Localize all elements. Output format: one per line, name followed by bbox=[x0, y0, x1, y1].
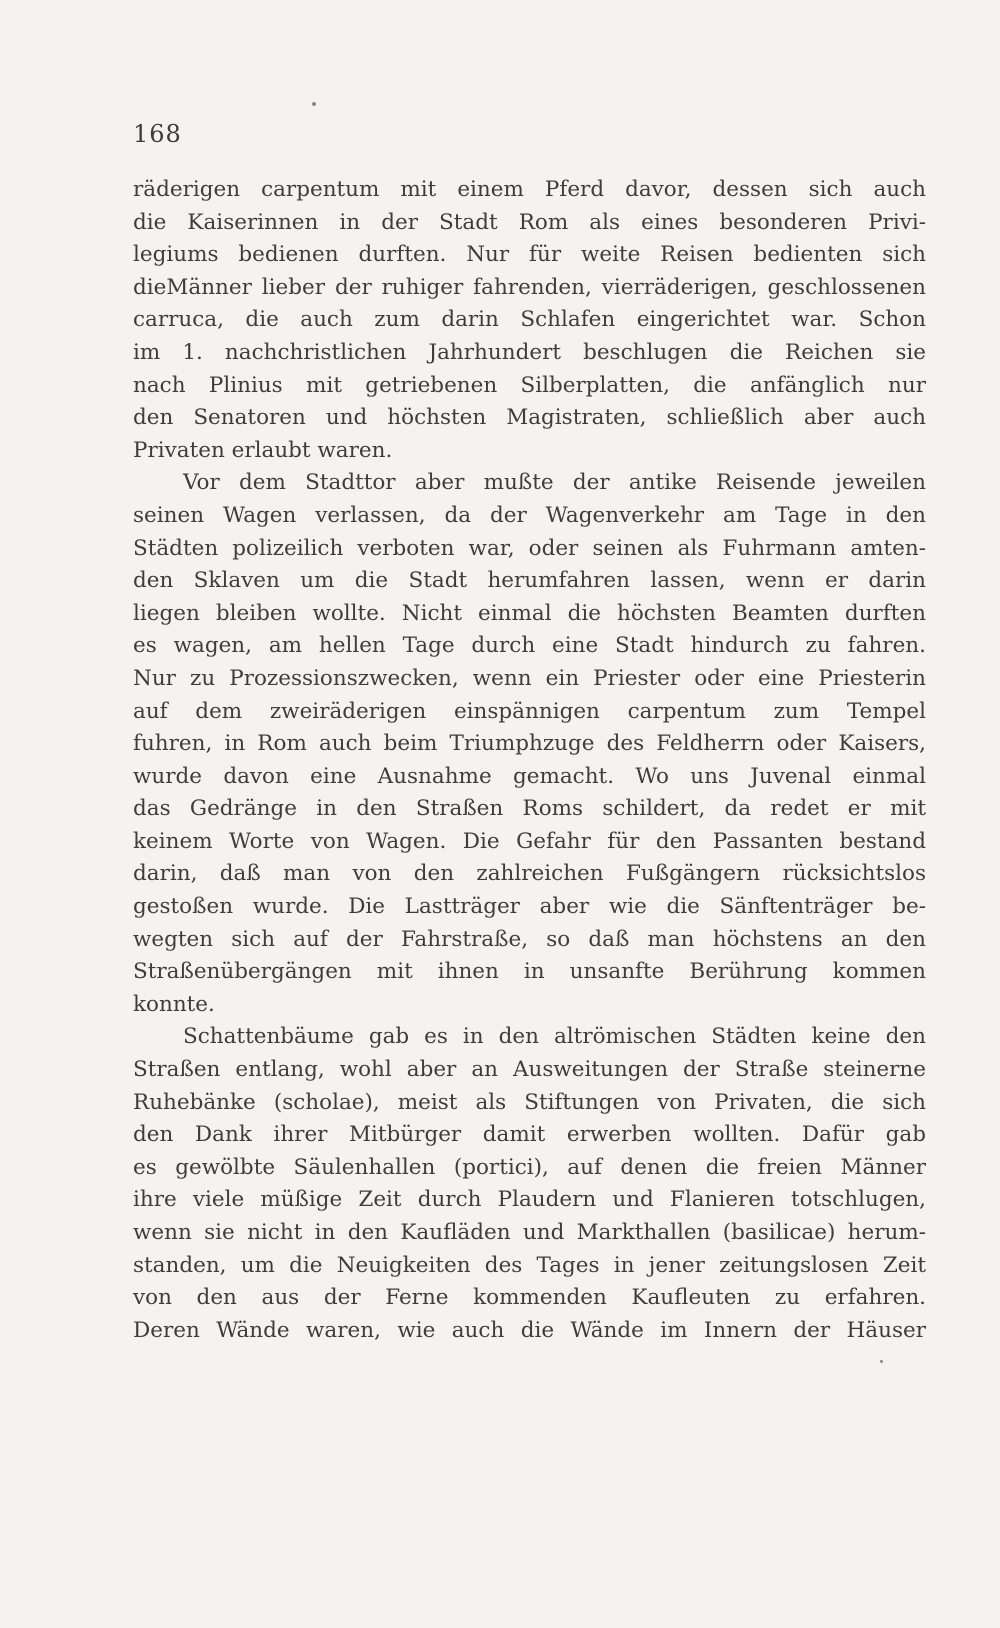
ink-speck bbox=[880, 1360, 883, 1363]
text-line: es wagen, am hellen Tage durch eine Stadt hindurch zu fahren. bbox=[133, 633, 926, 659]
text-line: legiums bedienen durften. Nur für weite Reisen bedienten sich bbox=[133, 242, 926, 268]
text-line: konnte. bbox=[133, 991, 215, 1017]
text-line: carruca, die auch zum darin Schlafen eingerichtet war. Schon bbox=[133, 307, 926, 333]
text-line: Straßen entlang, wohl aber an Ausweitungen der Straße steinerne bbox=[133, 1057, 926, 1083]
text-line: keinem Worte von Wagen. Die Gefahr für den Passanten bestand bbox=[133, 828, 926, 854]
text-line: räderigen carpentum mit einem Pferd davor, dessen sich auch bbox=[133, 177, 926, 202]
text-line: nach Plinius mit getriebenen Silberplatten, die anfänglich nur bbox=[133, 372, 926, 398]
text-line: den Senatoren und höchsten Magistraten, schließlich aber auch bbox=[133, 405, 926, 431]
text-line: den Sklaven um die Stadt herumfahren lassen, wenn er darin bbox=[133, 568, 926, 594]
text-line: von den aus der Ferne kommenden Kaufleuten zu erfahren. bbox=[133, 1285, 926, 1311]
ink-speck bbox=[312, 102, 316, 106]
text-line: liegen bleiben wollte. Nicht einmal die höchsten Beamten durften bbox=[133, 600, 926, 626]
text-line: es gewölbte Säulenhallen (portici), auf denen die freien Männer bbox=[133, 1154, 926, 1180]
text-line: gestoßen wurde. Die Lastträger aber wie die Sänftenträger be- bbox=[133, 894, 926, 920]
page-number: 168 bbox=[133, 120, 182, 148]
text-line: Privaten erlaubt waren. bbox=[133, 437, 393, 463]
text-line: wenn sie nicht in den Kaufläden und Markthallen (basilicae) herum- bbox=[133, 1220, 926, 1245]
text-line: darin, daß man von den zahlreichen Fußgängern rücksichtslos bbox=[133, 861, 926, 887]
text-line: das Gedränge in den Straßen Roms schildert, da redet er mit bbox=[133, 796, 926, 822]
text-line: dieMänner lieber der ruhiger fahrenden, vierräderigen, geschlossenen bbox=[133, 274, 926, 300]
text-line: Städten polizeilich verboten war, oder seinen als Fuhrmann amten- bbox=[133, 535, 926, 561]
text-line: standen, um die Neuigkeiten des Tages in jener zeitungslosen Zeit bbox=[133, 1252, 926, 1278]
text-line: auf dem zweiräderigen einspännigen carpentum zum Tempel bbox=[133, 698, 926, 724]
text-line: Vor dem Stadttor aber mußte der antike Reisende jeweilen bbox=[183, 470, 926, 496]
text-line: Straßenübergängen mit ihnen in unsanfte Berührung kommen bbox=[133, 959, 926, 985]
text-line: Deren Wände waren, wie auch die Wände im Innern der Häuser bbox=[133, 1317, 926, 1343]
text-line: seinen Wagen verlassen, da der Wagenverkehr am Tage in den bbox=[133, 502, 926, 528]
text-line: Nur zu Prozessionszwecken, wenn ein Priester oder eine Priesterin bbox=[133, 665, 926, 691]
text-line: fuhren, in Rom auch beim Triumphzuge des Feldherrn oder Kaisers, bbox=[133, 731, 926, 757]
text-line: wegten sich auf der Fahrstraße, so daß man höchstens an den bbox=[133, 926, 926, 952]
text-line: ihre viele müßige Zeit durch Plaudern und Flanieren totschlugen, bbox=[133, 1187, 926, 1213]
text-line: Schattenbäume gab es in den altrömischen Städten keine den bbox=[183, 1024, 926, 1050]
text-line: im 1. nachchristlichen Jahrhundert beschlugen die Reichen sie bbox=[133, 339, 926, 365]
text-line: wurde davon eine Ausnahme gemacht. Wo uns Juvenal einmal bbox=[133, 763, 926, 789]
body-text bbox=[133, 174, 926, 1347]
text-line: die Kaiserinnen in der Stadt Rom als eines besonderen Privi- bbox=[133, 209, 926, 235]
text-line: Ruhebänke (scholae), meist als Stiftungen von Privaten, die sich bbox=[133, 1089, 926, 1115]
text-line: den Dank ihrer Mitbürger damit erwerben wollten. Dafür gab bbox=[133, 1122, 926, 1148]
